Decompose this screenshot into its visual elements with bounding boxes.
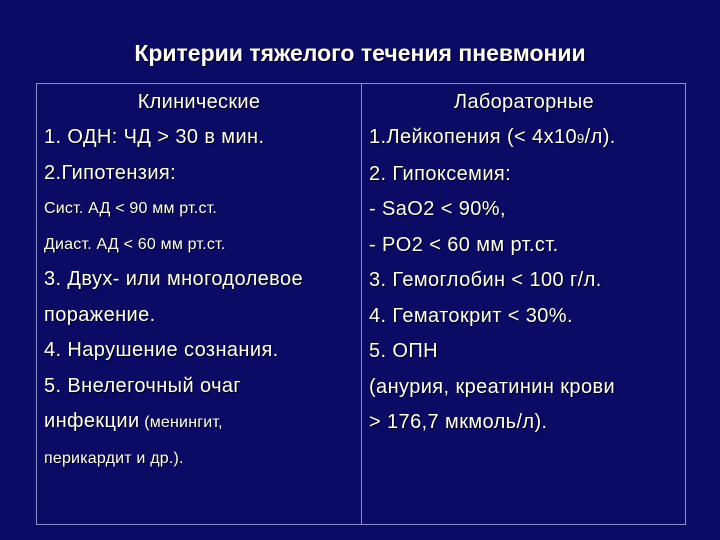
laboratory-header: Лабораторные: [454, 91, 594, 113]
clinical-line-main: инфекции: [44, 410, 140, 432]
clinical-line: 2.Гипотензия:: [44, 161, 177, 184]
clinical-line: 3. Двух- или многодолевое: [44, 268, 304, 290]
laboratory-line: > 176,7 мкмоль/л).: [369, 411, 548, 433]
laboratory-column: [362, 84, 686, 441]
laboratory-line-superscript: 9: [577, 131, 585, 146]
clinical-line: Диаст. АД < 60 мм рт.ст.: [44, 235, 226, 253]
laboratory-line: 5. ОПН: [369, 340, 439, 362]
laboratory-line-composite: [362, 120, 686, 157]
clinical-line-suffix: (менингит,: [139, 414, 223, 431]
clinical-line: поражение.: [44, 303, 156, 326]
clinical-line-composite: [37, 404, 361, 441]
clinical-line: 1. ОДН: ЧД > 30 в мин.: [44, 126, 265, 148]
clinical-column: [37, 84, 361, 476]
clinical-header: Клинические: [137, 91, 261, 113]
clinical-line: 5. Внелегочный очаг: [44, 374, 242, 397]
laboratory-line: 3. Гемоглобин < 100 г/л.: [369, 269, 602, 291]
slide-title: Критерии тяжелого течения пневмонии: [134, 40, 586, 66]
laboratory-line-after: /л).: [584, 126, 616, 148]
laboratory-line: 4. Гематокрит < 30%.: [369, 304, 573, 327]
laboratory-line-main: 1.Лейкопения (< 4х10: [369, 126, 578, 148]
clinical-line: перикардит и др.).: [44, 449, 184, 467]
laboratory-line: (анурия, креатинин крови: [369, 375, 616, 398]
laboratory-line: - PO2 < 60 мм рт.ст.: [369, 233, 559, 256]
clinical-line: Сист. АД < 90 мм рт.ст.: [44, 200, 218, 217]
criteria-table: [36, 83, 686, 525]
laboratory-line: 2. Гипоксемия:: [369, 162, 512, 185]
laboratory-line: - SaO2 < 90%,: [369, 198, 506, 220]
clinical-line: 4. Нарушение сознания.: [44, 339, 279, 361]
